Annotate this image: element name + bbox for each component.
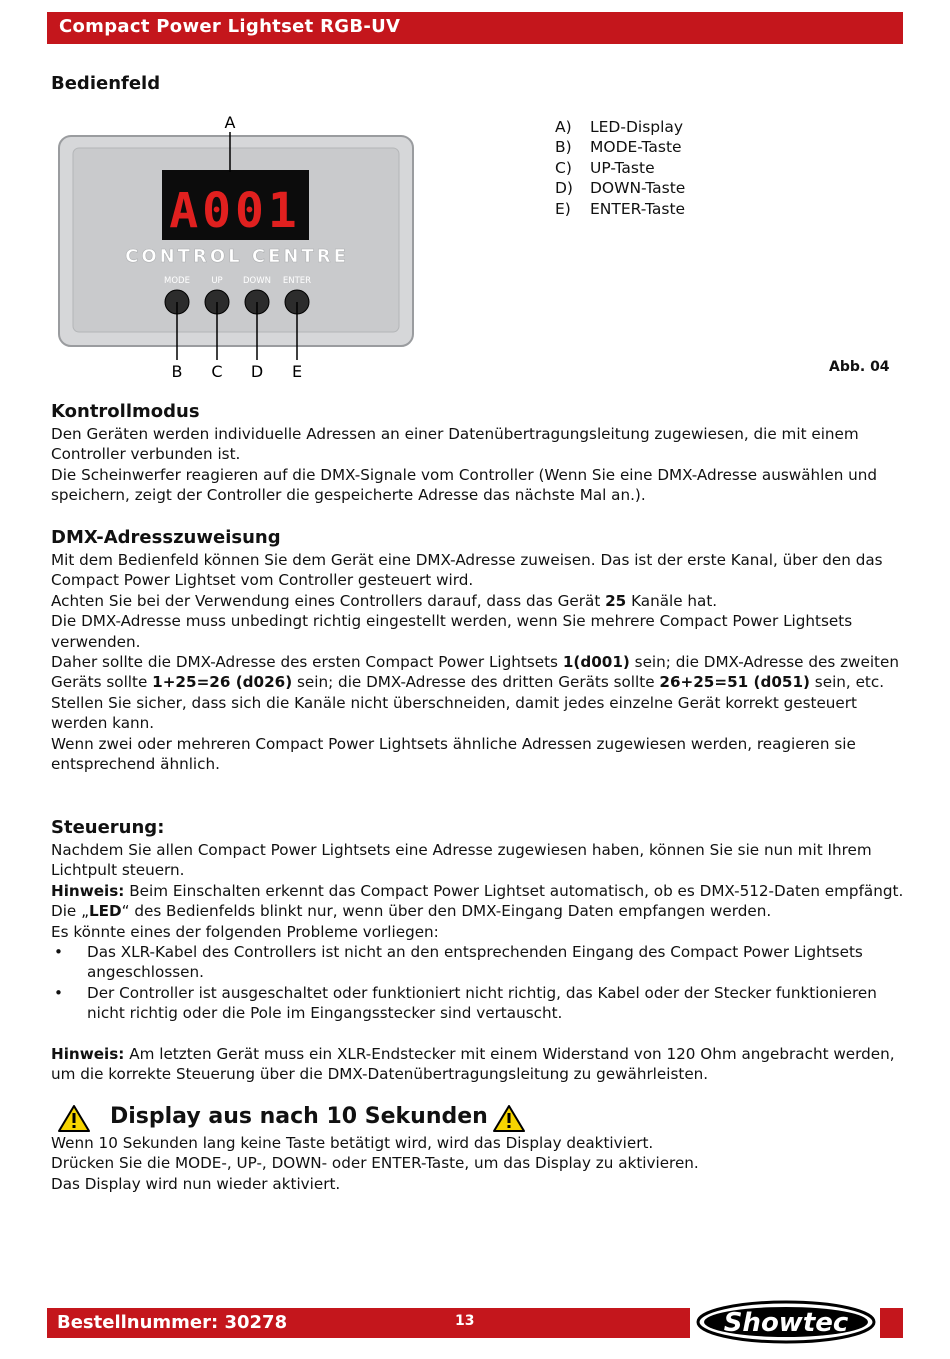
paragraph: Wenn 10 Sekunden lang keine Taste betätigt wird, wird das Display deaktiviert.	[51, 1134, 654, 1152]
legend-item	[555, 137, 685, 157]
address-3: 26+25=51 (d051)	[659, 673, 810, 692]
problem-list	[51, 942, 911, 1024]
legend-key: A)	[555, 118, 572, 136]
callout-b: B	[171, 362, 183, 381]
panel-legend	[555, 117, 685, 219]
paragraph: Drücken Sie die MODE-, UP-, DOWN- oder ENTER-Taste, um das Display zu aktivieren.	[51, 1154, 699, 1173]
display-off-text	[51, 1133, 911, 1194]
legend-item	[555, 158, 685, 178]
legend-value: UP-Taste	[590, 158, 655, 177]
callout-e: E	[291, 362, 303, 381]
text-run: Beim Einschalten erkennt das Compact Power Lightset automatisch, ob es DMX-512-Daten empfängt. Die „	[51, 881, 904, 921]
note-label: Hinweis:	[51, 881, 125, 900]
legend-item	[555, 199, 685, 219]
address-2: 1+25=26 (d026)	[152, 673, 293, 692]
text-run: Daher sollte die DMX-Adresse des ersten Compact Power Lightsets	[51, 653, 563, 672]
list-item-text: Das XLR-Kabel des Controllers ist nicht an den entsprechenden Eingang des Compact Power Lightsets angeschlossen.	[87, 943, 863, 982]
paragraph: Das Display wird nun wieder aktiviert.	[51, 1174, 341, 1193]
steuerung-text	[51, 840, 911, 942]
panel-brand-text: CONTROL CENTRE	[125, 246, 349, 267]
footer-bar	[47, 1308, 690, 1338]
paragraph	[51, 881, 911, 922]
figure-label: Abb. 04	[829, 359, 890, 375]
section-heading-display-off: Display aus nach 10 Sekunden	[110, 1104, 488, 1129]
section-heading-bedienfeld: Bedienfeld	[51, 73, 161, 94]
down-button-label: DOWN	[243, 276, 271, 286]
text-run: Am letzten Gerät muss ein XLR-Endstecker mit einem Widerstand von 120 Ohm angebracht werden, um die korrekte Steuerung über die DMX-Datenübertragungsleitung zu gewährleisten.	[51, 1045, 895, 1084]
order-number: Bestellnummer: 30278	[57, 1312, 288, 1333]
paragraph	[51, 652, 911, 693]
legend-key: C)	[555, 158, 572, 177]
legend-item	[555, 178, 685, 198]
kontrollmodus-text	[51, 424, 911, 506]
header-title: Compact Power Lightset RGB-UV	[59, 16, 401, 37]
section-heading-kontrollmodus: Kontrollmodus	[51, 401, 200, 422]
callout-c: C	[211, 362, 223, 381]
final-note	[51, 1044, 911, 1085]
channel-count: 25	[605, 591, 627, 610]
dmx-text	[51, 550, 911, 774]
section-heading-steuerung: Steuerung:	[51, 817, 165, 838]
list-item-text: Der Controller ist ausgeschaltet oder funktioniert nicht richtig, das Kabel oder der Stecker funktionieren nicht richtig oder die Pole im Eingangsstecker sind vertauscht.	[87, 983, 877, 1023]
legend-value: LED-Display	[590, 118, 684, 136]
text-run: “ des Bedienfelds blinkt nur, wenn über den DMX-Eingang Daten empfangen werden.	[121, 902, 772, 921]
text-run: sein; die DMX-Adresse des dritten Geräts sollte	[292, 673, 660, 692]
paragraph	[51, 591, 911, 611]
paragraph: Nachdem Sie allen Compact Power Lightsets eine Adresse zugewiesen haben, können Sie sie nun mit Ihrem Lichtpult steuern.	[51, 841, 872, 880]
callout-a: A	[224, 113, 236, 132]
logo-text: Showtec	[723, 1308, 849, 1338]
bullet-symbol: •	[54, 983, 63, 1002]
control-panel-diagram	[45, 110, 425, 385]
paragraph: Stellen Sie sicher, dass sich die Kanäle nicht überschneiden, damit jedes einzelne Gerät korrekt gesteuert werden kann.	[51, 693, 857, 733]
callout-d: D	[250, 362, 264, 381]
paragraph: Die DMX-Adresse muss unbedingt richtig eingestellt werden, wenn Sie mehrere Compact Power Lightsets verwenden.	[51, 612, 853, 651]
text-run: sein, etc.	[809, 673, 885, 692]
paragraph: Wenn zwei oder mehreren Compact Power Lightsets ähnliche Adressen zugewiesen werden, reagieren sie entsprechend ähnlich.	[51, 734, 856, 774]
enter-button-label: ENTER	[282, 276, 312, 286]
legend-key: B)	[555, 138, 572, 157]
bullet-symbol: •	[54, 943, 63, 961]
legend-value: ENTER-Taste	[590, 199, 686, 218]
legend-value: DOWN-Taste	[590, 179, 686, 198]
warning-triangle-icon	[58, 1104, 90, 1132]
page-number: 13	[455, 1313, 475, 1329]
warning-triangle-icon	[493, 1104, 525, 1132]
mode-button-label: MODE	[164, 276, 190, 286]
legend-key: E)	[555, 199, 571, 218]
list-item	[51, 942, 911, 983]
legend-item	[555, 117, 685, 137]
text-run: sein; die DMX-Adresse des zweiten Geräts sollte	[51, 653, 899, 692]
footer-bar-right	[880, 1308, 903, 1338]
paragraph: Mit dem Bedienfeld können Sie dem Gerät eine DMX-Adresse zuweisen. Das ist der erste Kanal, über den das Compact Power Lightset vom Controller gesteuert wird.	[51, 551, 883, 590]
led-display-text: A001	[169, 183, 301, 239]
header-bar	[47, 12, 903, 44]
list-item	[51, 983, 911, 1024]
paragraph: Es könnte eines der folgenden Probleme vorliegen:	[51, 922, 439, 941]
note-label: Hinweis:	[51, 1045, 125, 1063]
led-term: LED	[88, 902, 122, 921]
legend-value: MODE-Taste	[590, 138, 682, 157]
section-heading-dmx: DMX-Adresszuweisung	[51, 527, 281, 548]
text-run: Kanäle hat.	[626, 591, 718, 610]
paragraph: Den Geräten werden individuelle Adressen an einer Datenübertragungsleitung zugewiesen, die mit einem Controller verbunden ist.	[51, 425, 859, 464]
up-button-label: UP	[211, 276, 223, 286]
address-1: 1(d001)	[562, 653, 630, 672]
showtec-logo	[696, 1300, 876, 1344]
text-run: Achten Sie bei der Verwendung eines Controllers darauf, dass das Gerät	[51, 591, 606, 610]
legend-key: D)	[555, 179, 573, 198]
paragraph: Die Scheinwerfer reagieren auf die DMX-Signale vom Controller (Wenn Sie eine DMX-Adresse auswählen und speichern, zeigt der Controller die gespeicherte Adresse das nächste Mal an.).	[51, 465, 878, 505]
